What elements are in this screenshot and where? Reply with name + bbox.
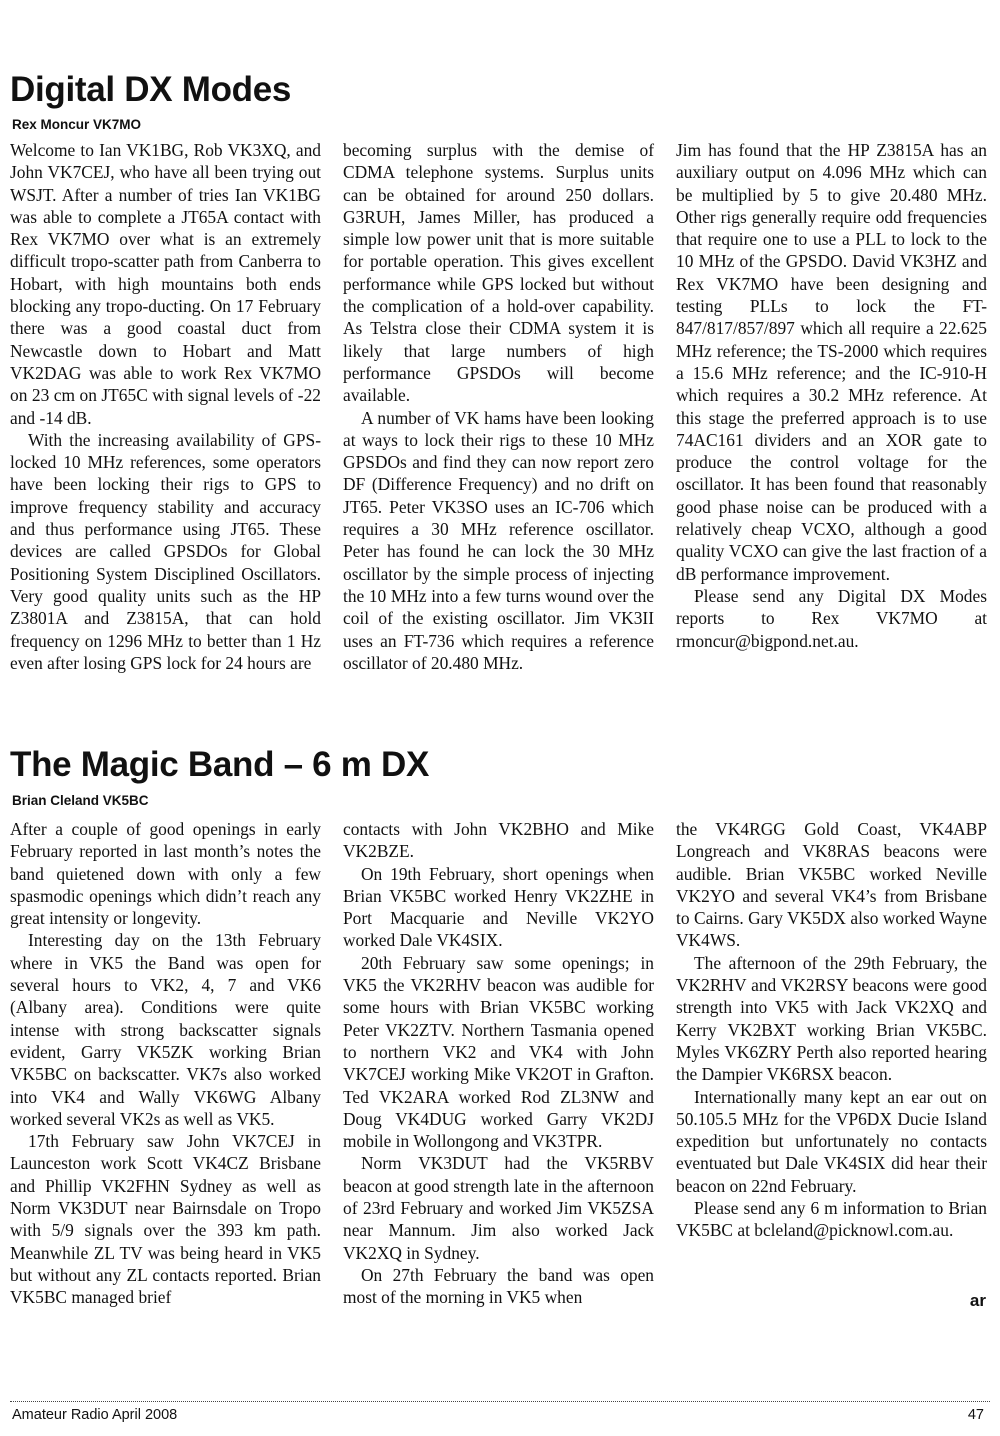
section2-column-1 xyxy=(10,818,321,1309)
section1-column-1 xyxy=(10,139,321,674)
paragraph: 17th February saw John VK7CEJ in Launceston work Scott VK4CZ Brisbane and Phillip VK2FHN Sydney as well as Norm VK3DUT near Bairnsdale on Tropo with 5/9 signals over the 393 km path. Meanwhile ZL TV was being heard in VK5 but without any ZL contacts reported. Brian VK5BC managed brief xyxy=(10,1131,321,1308)
paragraph: The afternoon of the 29th February, the VK2RHV and VK2RSY beacons were good strength into VK5 with Jack VK2XQ and Kerry VK2BXT working Brian VK5BC. Myles VK6ZRY Perth also reported hearing the Dampier VK6RSX beacon. xyxy=(676,952,987,1085)
section1-byline: Rex Moncur VK7MO xyxy=(12,117,142,132)
paragraph: the VK4RGG Gold Coast, VK4ABP Longreach and VK8RAS beacons were audible. Brian VK5BC worked Neville VK2YO and several VK4’s from Brisbane to Cairns. Gary VK5DX also worked Wayne VK4WS. xyxy=(676,819,987,951)
paragraph: Jim has found that the HP Z3815A has an auxiliary output on 4.096 MHz which can be multiplied by 5 to give 20.480 MHz. Other rigs generally require odd frequencies that require one to use a PLL to lock to the 10 MHz of the GPSDO. David VK3HZ and Rex VK7MO have been designing and testing PLLs to lock the FT-847/817/857/897 which all require a 22.625 MHz reference; the TS-2000 which requires a 15.6 MHz reference; and the IC-910-H which requires a 30.2 MHz reference. At this stage the preferred approach is to use 74AC161 dividers and an XOR gate to produce the control voltage for the oscillator. It has been found that reasonably good phase noise can be produced with a relatively cheap VCXO, although a good quality VCXO can give the last fraction of a dB performance improvement. xyxy=(676,140,987,584)
section2-column-2 xyxy=(343,818,654,1309)
footer-page-number: 47 xyxy=(967,1407,984,1423)
paragraph: Please send any 6 m information to Brian VK5BC at bcleland@picknowl.com.au. xyxy=(676,1198,987,1241)
paragraph: 20th February saw some openings; in VK5 the VK2RHV beacon was audible for some hours with Brian VK5BC working Peter VK2ZTV. Northern Tasmania opened to northern VK2 and VK4 with John VK7CEJ working Mike VK2OT in Grafton. Ted VK2ARA worked Rod ZL3NW and Doug VK4DUG worked Garry VK2DJ mobile in Wollongong and VK3TPR. xyxy=(343,952,654,1152)
paragraph: Interesting day on the 13th February where in VK5 the Band was open for several hours to VK2, 4, 7 and VK6 (Albany area). Conditions were quite intense with strong backscatter signals evident, Garry VK5ZK working Brian VK5BC on backscatter. VK7s also worked into VK4 and Wally VK6WG Albany worked several VK2s as well as VK5. xyxy=(10,930,321,1129)
paragraph: contacts with John VK2BHO and Mike VK2BZE. xyxy=(343,819,654,862)
paragraph: Internationally many kept an ear out on 50.105.5 MHz for the VP6DX Ducie Island expedition but unfortunately no contacts eventuated but Dale VK4SIX did hear their beacon on 22nd February. xyxy=(676,1086,987,1196)
paragraph: A number of VK hams have been looking at ways to lock their rigs to these 10 MHz GPSDOs and find they can now report zero DF (Difference Frequency) and no drift on JT65. Peter VK3SO uses an IC-706 which requires a 30 MHz reference oscillator. Peter has found he can lock the 30 MHz oscillator by the simple process of injecting the 10 MHz into a few turns wound over the coil of the existing oscillator. Jim VK3II uses an FT-736 which requires a reference oscillator of 20.480 MHz. xyxy=(343,407,654,673)
paragraph: Norm VK3DUT had the VK5RBV beacon at good strength late in the afternoon of 23rd February and worked Jim VK5ZSA near Mannum. Jim also worked Jack VK2XQ in Sydney. xyxy=(343,1153,654,1263)
section2-byline: Brian Cleland VK5BC xyxy=(12,793,149,808)
end-of-article-mark: ar xyxy=(969,1291,986,1310)
paragraph: becoming surplus with the demise of CDMA telephone systems. Surplus units can be obtained for around 250 dollars. G3RUH, James Miller, has produced a simple low power unit that is more suitable for portable operation. This gives excellent performance while GPS locked but without the complication of a hold-over capability. As Telstra close their CDMA system it is likely that large numbers of high performance GPSDOs will become available. xyxy=(343,140,654,406)
paragraph: With the increasing availability of GPS-locked 10 MHz references, some operators have been locking their rigs to GPS to improve frequency stability and accuracy and thus performance using JT65. These devices are called GPSDOs for Global Positioning System Disciplined Oscillators. Very good quality units such as the HP Z3801A and Z3815A, that can hold frequency on 1296 MHz to better than 1 Hz even after losing GPS lock for 24 hours are xyxy=(10,429,321,673)
section2-title: The Magic Band – 6 m DX xyxy=(10,745,430,784)
section1-column-3 xyxy=(676,139,987,652)
section2-column-3 xyxy=(676,818,987,1242)
section1-column-2 xyxy=(343,139,654,674)
paragraph: On 27th February the band was open most of the morning in VK5 when xyxy=(343,1264,654,1308)
paragraph: On 19th February, short openings when Brian VK5BC worked Henry VK2ZHE in Port Macquarie and Neville VK2YO worked Dale VK4SIX. xyxy=(343,863,654,951)
paragraph: Please send any Digital DX Modes reports to Rex VK7MO at rmoncur@bigpond.net.au. xyxy=(676,585,987,651)
paragraph: Welcome to Ian VK1BG, Rob VK3XQ, and John VK7CEJ, who have all been trying out WSJT. After a number of tries Ian VK1BG was able to complete a JT65A contact with Rex VK7MO over what is an extremely difficult tropo-scatter path from Canberra to Hobart, with high mountains both ends blocking any tropo-ducting. On 17 February there was a good coastal duct from Newcastle down to Hobart and Matt VK2DAG was able to work Rex VK7MO on 23 cm on JT65C with signal levels of -22 and -14 dB. xyxy=(10,140,321,428)
footer-publication: Amateur Radio April 2008 xyxy=(12,1407,178,1423)
section1-title: Digital DX Modes xyxy=(10,70,292,109)
footer-divider xyxy=(10,1401,990,1402)
paragraph: After a couple of good openings in early February reported in last month’s notes the band quietened down with only a few spasmodic openings which didn’t reach any great intensity or longevity. xyxy=(10,819,321,929)
